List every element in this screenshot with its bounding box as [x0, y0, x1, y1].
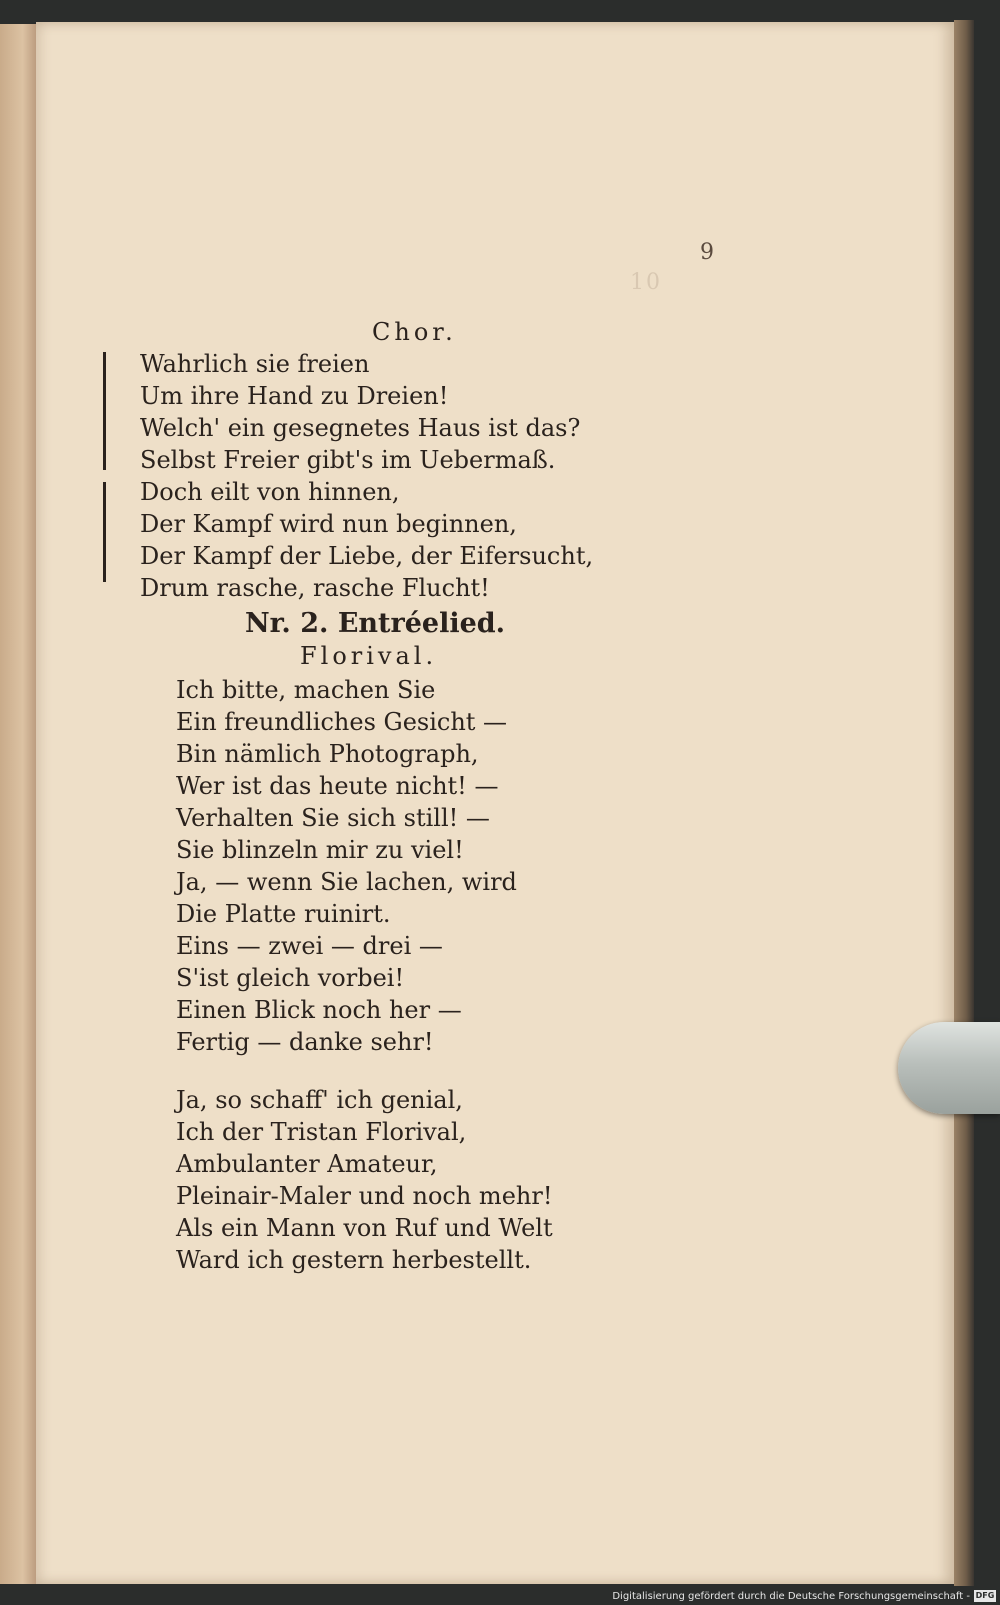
chor-line: Doch eilt von hinnen, [140, 478, 400, 506]
verse-line: Ja, — wenn Sie lachen, wird [176, 868, 517, 896]
bleed-through-page-number: 10 [630, 270, 662, 295]
verse-line: Ein freundliches Gesicht — [176, 708, 508, 736]
verse-line: Bin nämlich Photograph, [176, 740, 479, 768]
verse-line: Die Platte ruinirt. [176, 900, 391, 928]
chor-line: Der Kampf der Liebe, der Eifersucht, [140, 542, 594, 570]
bracket-upper [103, 352, 106, 470]
speaker-name: Florival. [300, 642, 438, 670]
dfg-logo: DFG [975, 1591, 995, 1600]
digitization-credit: Digitalisierung gefördert durch die Deutsche Forschungsgemeinschaft - [0, 1588, 1000, 1605]
chor-line: Selbst Freier gibt's im Uebermaß. [140, 446, 556, 474]
verse-line: Einen Blick noch her — [176, 996, 462, 1024]
verse-line: Wer ist das heute nicht! — [176, 772, 499, 800]
verse-line: Pleinair-Maler und noch mehr! [176, 1182, 553, 1210]
bracket-lower [103, 482, 106, 582]
section-title: Nr. 2. Entréelied. [245, 608, 506, 639]
verse-line: Ja, so schaff' ich genial, [176, 1086, 463, 1114]
verse-line: Fertig — danke sehr! [176, 1028, 434, 1056]
chor-heading: Chor. [372, 318, 457, 346]
chor-line: Wahrlich sie freien [140, 350, 370, 378]
verse-line: S'ist gleich vorbei! [176, 964, 405, 992]
verse-line: Ich der Tristan Florival, [176, 1118, 467, 1146]
page-clip [898, 1022, 1000, 1114]
verse-line: Eins — zwei — drei — [176, 932, 443, 960]
verse-line: Ward ich gestern herbestellt. [176, 1246, 532, 1274]
verse-line: Verhalten Sie sich still! — [176, 804, 490, 832]
chor-line: Drum rasche, rasche Flucht! [140, 574, 490, 602]
previous-page-edge [0, 24, 38, 1584]
verse-line: Ich bitte, machen Sie [176, 676, 436, 704]
verse-line: Ambulanter Amateur, [176, 1150, 438, 1178]
chor-line: Um ihre Hand zu Dreien! [140, 382, 449, 410]
chor-line: Der Kampf wird nun beginnen, [140, 510, 517, 538]
book-page [36, 22, 954, 1584]
chor-line: Welch' ein gesegnetes Haus ist das? [140, 414, 581, 442]
verse-line: Sie blinzeln mir zu viel! [176, 836, 464, 864]
verse-line: Als ein Mann von Ruf und Welt [176, 1214, 553, 1242]
page-number: 9 [700, 240, 714, 265]
page-stack-edge [954, 20, 974, 1586]
